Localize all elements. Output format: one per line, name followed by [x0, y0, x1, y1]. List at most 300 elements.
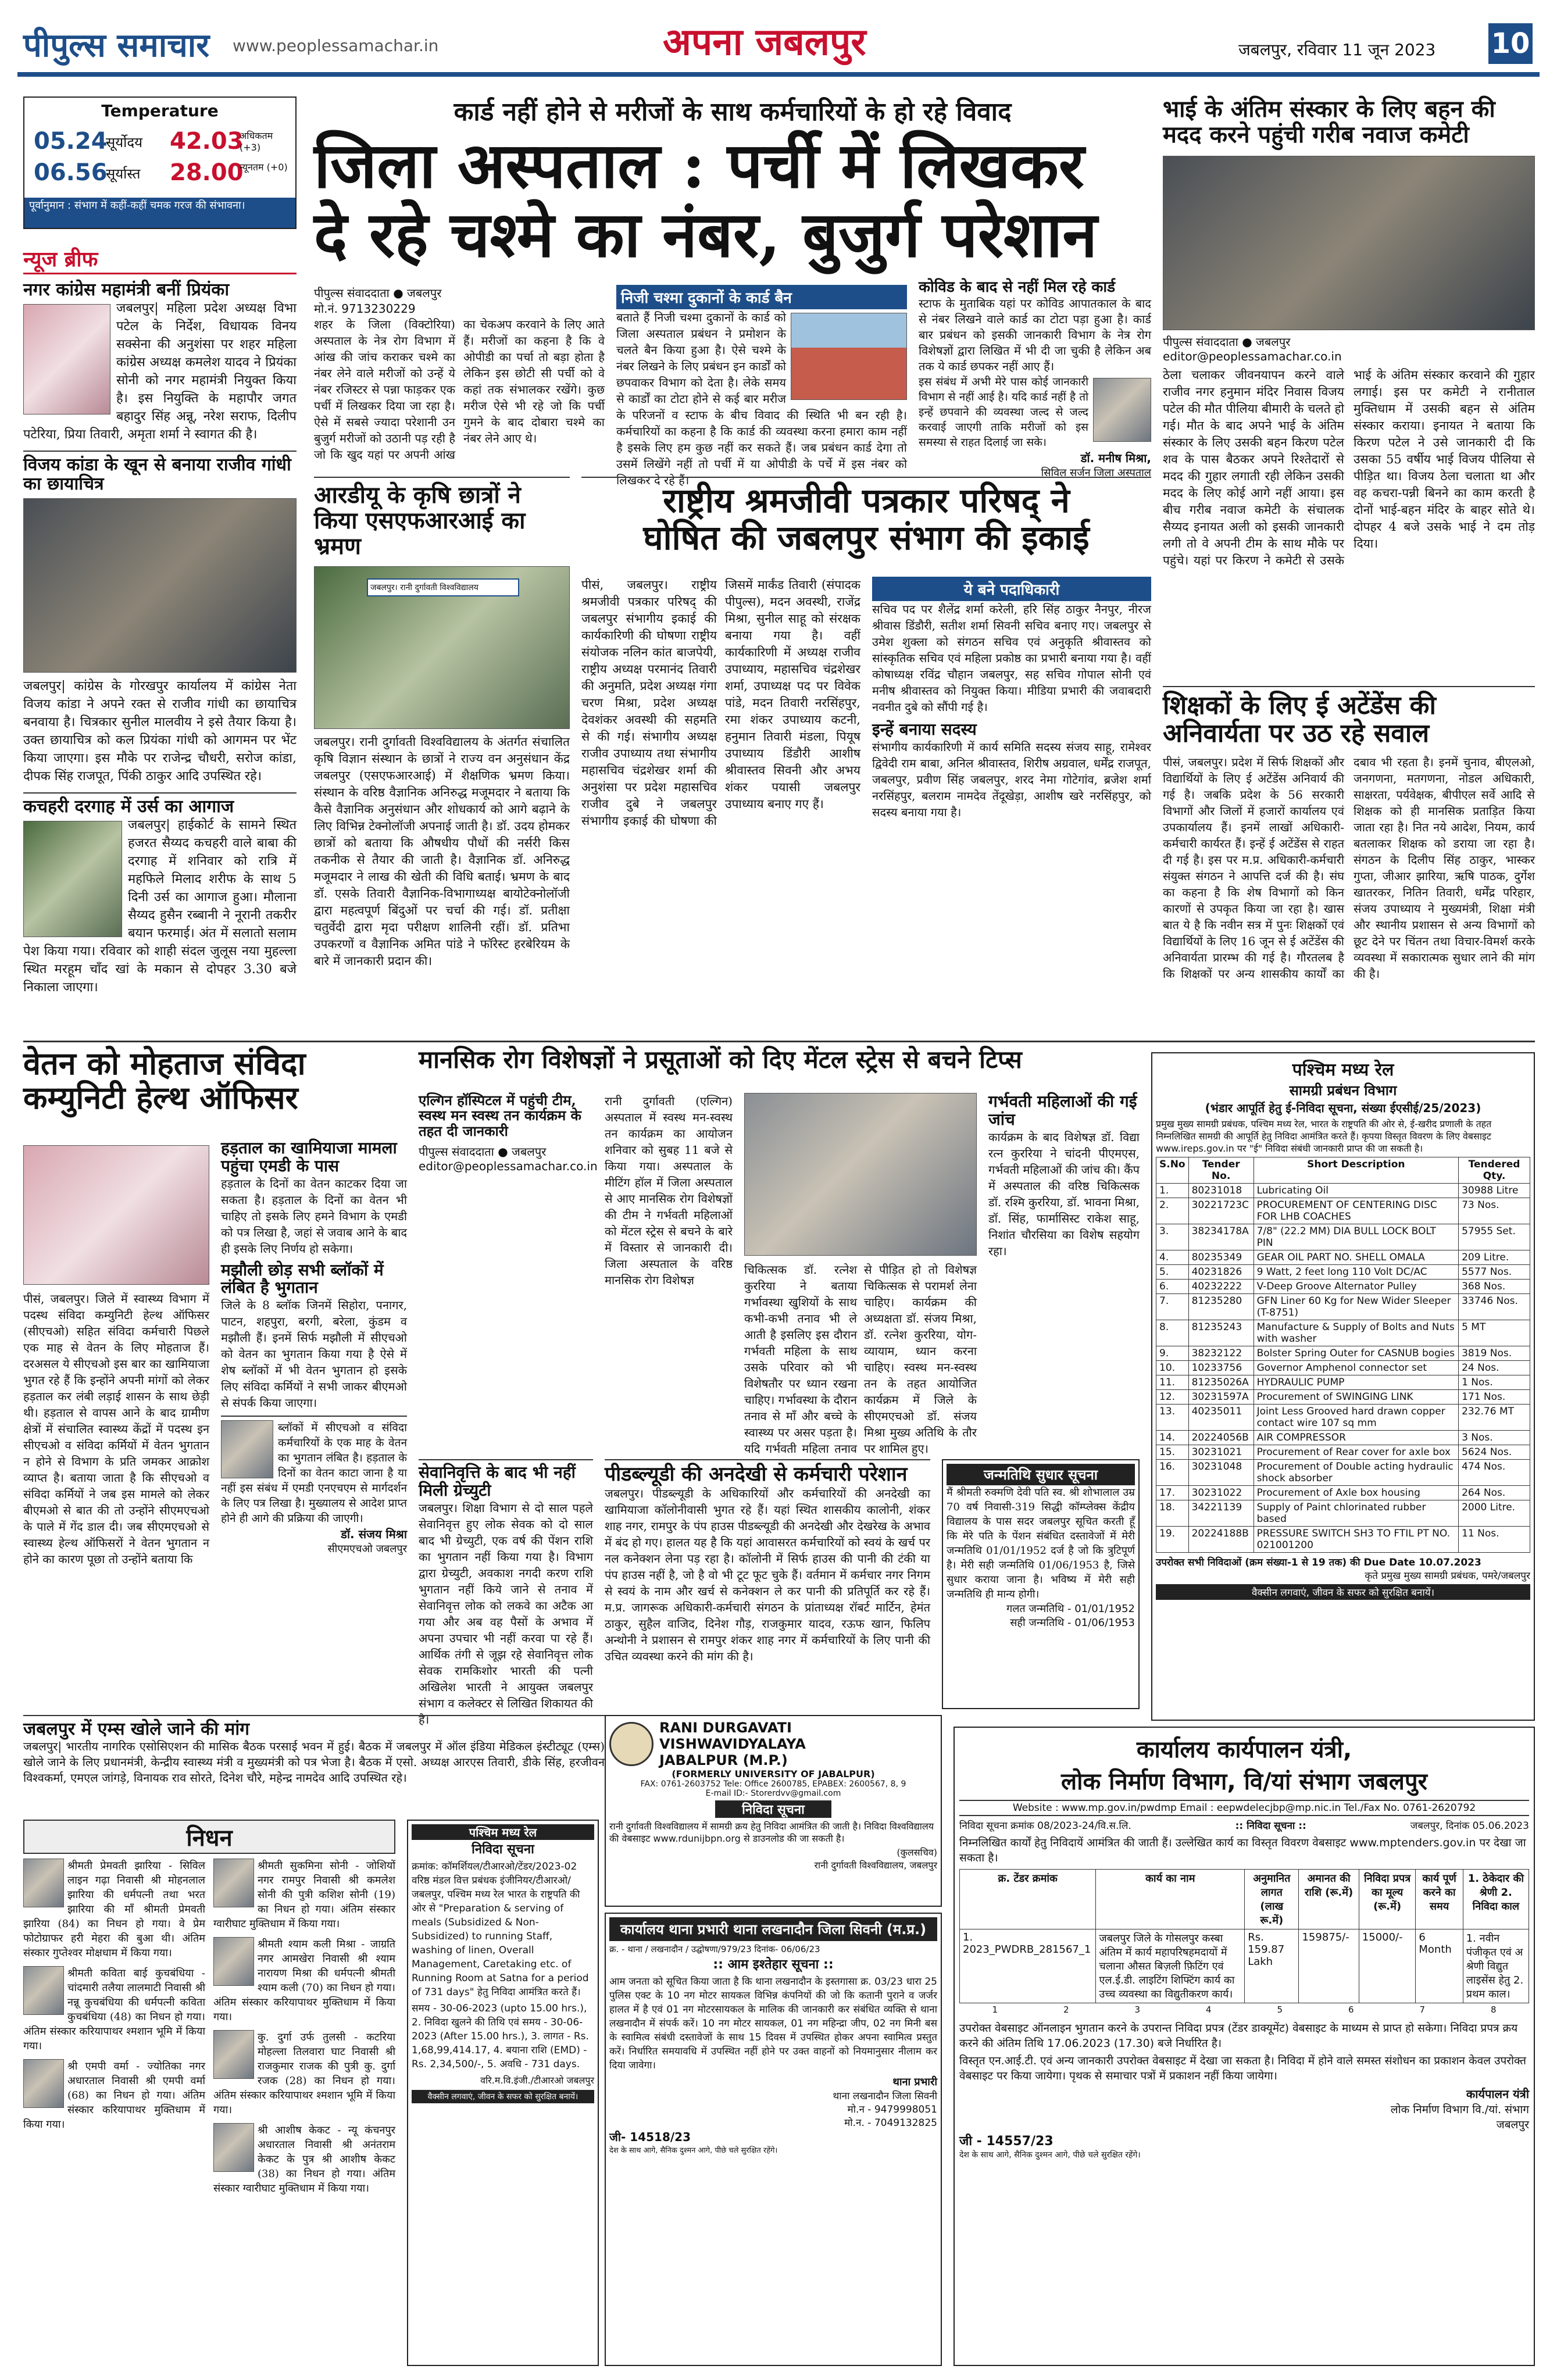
column-header: निविदा प्रपत्र का मूल्य (रू.में)	[1359, 1870, 1416, 1929]
table-cell: 6 Month	[1416, 1929, 1463, 2003]
lakhnadon-mobile-1: मो.न - 9479998051	[847, 2104, 937, 2115]
table-row	[1156, 1184, 1530, 1198]
table-header-row	[1156, 1157, 1530, 1184]
officers-head: ये बने पदाधिकारी	[872, 577, 1151, 601]
table-cell: Governor Amphenol connector set	[1254, 1361, 1459, 1375]
lead-headline-2: दे रहे चश्मे का नंबर, बुजुर्ग परेशान	[314, 198, 1098, 271]
rdvv-name-1: RANI DURGAVATI VISHWAVIDYALAYA	[659, 1720, 806, 1752]
table-row	[1156, 1250, 1530, 1265]
sunrise-label: सूर्योदय	[106, 134, 143, 151]
obituary-photo	[213, 1937, 254, 1986]
health-quote-title: सीएमएचओ जबलपुर	[327, 1543, 407, 1556]
pregnant-head: गर्भवती महिलाओं की गई जांच	[988, 1092, 1137, 1129]
lead-byline: पीपुल्स संवाददाता ● जबलपुर	[314, 286, 442, 300]
journalist-text: पीसं, जबलपुर। राष्ट्रीय श्रमजीवी पत्रकार परिषद् की जबलपुर संभागीय इकाई की कार्यकारिणी की घोषणा राष्ट्रीय संयोजक नलिन कांत बाजपेयी, राष्ट्रीय अध्यक्ष परमानंद तिवारी की अनुमति, प्रदेश अध्यक्ष गंगा चरण मिश्रा, प्रदेश अध्यक्ष देवशंकर अवस्थी की सहमति से की गई। संभागीय अध्यक्ष राजीव उपाध्याय तथा संभागीय महासचिव चंद्रशेखर शर्मा की अनुशंसा पर प्रदेश महासचिव राजीव दुबे ने जबलपुर संभागीय इकाई की घोषणा की जिसमें मार्कंड तिवारी (संपादक पीपुल्स), मदन अवस्थी, राजेंद्र मिश्रा, सुनील साहू को संरक्षक बनाया गया है। वहीं कार्यकारिणी में अध्यक्ष राजीव उपाध्याय, महासचिव चंद्रशेखर शर्मा, उपाध्यक्ष पद पर विवेक पांडे, मदन तिवारी नरसिंहपुर, रमा शंकर उपाध्याय कटनी, हनुमान तिवारी मंडला, पियूष उपाध्याय डिंडौरी आशीष श्रीवास्तव सिवनी और अभय शंकर पयासी जबलपुर उपाध्याय बनाए गए हैं।	[581, 578, 860, 828]
page-number: 10	[1488, 23, 1533, 64]
table-row	[1156, 1198, 1530, 1224]
table-cell: Joint Less Grooved hard drawn copper contact wire 107 sq mm	[1254, 1405, 1459, 1431]
wcr-header: पश्चिम मध्य रेल	[1292, 1060, 1394, 1080]
table-row	[1156, 1320, 1530, 1346]
table-cell: 40231826	[1188, 1265, 1254, 1280]
correction-wrong: गलत जन्मतिथि - 01/01/1952	[1006, 1603, 1135, 1615]
rdvv-contact: FAX: 0761-2603752 Tele: Office 2600785, EPABEX: 2600567, 8, 9	[640, 1779, 906, 1789]
column-header: कार्य पूर्ण करने का समय	[1416, 1870, 1463, 1929]
obituary-photo	[23, 2059, 64, 2108]
lead-text: शहर के जिला (विक्टोरिया) अस्पताल के नेत्र रोग विभाग में आंख की जांच कराकर चश्मे का नंबर लेने वाले मरीजों को उन्हें ये नंबर रजिस्टर से पन्ना फाड़कर एक पर्ची में लिखकर दिया जा रहा है। ऐसे में सबसे ज्यादा परेशानी उन बुजुर्ग मरीजों को उठानी पड़ रही है जो कि खुद यहां पर अपनी आंख का चेकअप करवाने के लिए आते हैं। मरीजों का कहना है कि वे ओपीडी का पर्चा तो बड़ा होता है लेकिन इस छोटी सी पर्ची को वे कहां तक संभालकर रखेंगे। कुछ मरीज ऐसे भी रहे जो कि पर्ची गुमने के बाद दोबारा चश्मे का नंबर लेने आए थे।	[314, 317, 605, 462]
table-row	[1156, 1460, 1530, 1486]
table-cell: 9 Watt, 2 feet long 110 Volt DC/AC	[1254, 1265, 1459, 1280]
teachers-story	[1163, 686, 1535, 1046]
health-photo	[23, 1145, 209, 1285]
retirement-story	[419, 1459, 593, 1727]
table-cell: 17.	[1156, 1486, 1189, 1500]
table-cell: 30231048	[1188, 1460, 1254, 1486]
wcr-signature: कृते प्रमुख मुख्य सामग्री प्रबंधक, पमरे/जबलपुर	[1365, 1570, 1530, 1582]
wcr-due-date: उपरोक्त सभी निविदाओं (क्रम संख्या-1 से 19 तक) की Due Date 10.07.2023	[1156, 1557, 1481, 1568]
table-cell: 80231018	[1188, 1184, 1254, 1198]
members-text: संभागीय कार्यकारिणी में कार्य समिति सदस्य संजय साहू, रामेश्वर द्विवेदी राम बाबा, अनिल श्रीवास्तव, शिरीष अग्रवाल, धर्मेंद्र राजपूत, जबलपुर, प्रवीण सिंह जबलपुर, शरद नेमा गोटेगांव, ब्रजेश शर्मा नरसिंहपुर, बलराम नामदेव तेंदूखेड़ा, आशीष खरे नरसिंहपुर, को सदस्य बनाया गया है।	[872, 739, 1151, 819]
dob-correction	[942, 1459, 1140, 1709]
column-header: क्र. टेंडर क्रमांक	[960, 1870, 1096, 1929]
obituary-text: श्री आशीष केकट - न्यू कंचनपुर अधारताल निवासी श्री अनंतराम केकट के पुत्र श्री आशीष केकट (38) का निधन हो गया। अंतिम संस्कार ग्वारीघाट मुक्तिधाम में किया गया।	[213, 2124, 395, 2195]
health-main	[23, 1291, 209, 1709]
table-cell: PROCUREMENT OF CENTERING DISC FOR LHB COACHES	[1254, 1198, 1459, 1224]
obituary-photo	[213, 2030, 254, 2079]
mental-col-1	[419, 1092, 598, 1453]
brief-photo	[23, 498, 297, 673]
mental-story	[419, 1045, 1140, 1456]
table-cell: 20224188B	[1188, 1527, 1254, 1553]
quote-text: इस संबंध में अभी मेरे पास कोई जानकारी विभाग से नहीं आई है। यदि कार्ड नहीं है तो इन्हें छपवाने की व्यवस्था जल्द से जल्द करवाई जाएगी ताकि मरीजों को इस समस्या से राहत दिलाई जा सके।	[919, 375, 1088, 449]
obituary-photo	[23, 1966, 64, 2015]
pregnant-text: कार्यक्रम के बाद विशेषज्ञ डॉ. विद्या रत्न कुररिया ने चांदनी पीएमएस, गर्भवती महिलाओं की जांच की। कैंप में अस्पताल की वरिष्ठ चिकित्सक डॉ. रश्मि कुररिया, डॉ. भावना मिश्रा, डॉ. सिंह, फार्मासिस्ट राकेश साहू, निशांत चौरसिया का विशेष सहयोग रहा।	[988, 1130, 1140, 1258]
pwd-code: जी - 14557/23	[959, 2134, 1054, 2149]
table-row	[1156, 1375, 1530, 1390]
brief-title: विजय कांडा के खून से बनाया राजीव गांधी का छायाचित्र	[23, 455, 291, 494]
pwd-signature-2: लोक निर्माण विभाग वि./यां. संभाग	[1390, 2103, 1529, 2116]
journalist-headline-1: राष्ट्रीय श्रमजीवी पत्रकार परिषद् ने	[663, 481, 1070, 520]
table-cell: 7.	[1156, 1294, 1189, 1320]
table-cell: 80235349	[1188, 1250, 1254, 1265]
table-cell: 1. 2023_PWDRB_281567_1	[960, 1929, 1096, 2003]
max-temp: 42.03	[170, 128, 244, 155]
agri-headline: आरडीयू के कृषि छात्रों ने किया एसएफआरआई का भ्रमण	[314, 481, 526, 560]
agri-story	[314, 477, 570, 1046]
table-cell: 73 Nos.	[1459, 1198, 1530, 1224]
table-row	[1156, 1294, 1530, 1320]
table-header-row	[960, 1870, 1529, 1929]
table-cell: 30231022	[1188, 1486, 1254, 1500]
table-cell: 171 Nos.	[1459, 1390, 1530, 1405]
table-cell: 38234178A	[1188, 1224, 1254, 1250]
lakhnadon-mobile-2: मो.न. - 7049132825	[844, 2117, 937, 2129]
table-cell: GFN Liner 60 Kg for New Wider Sleeper (T-8751)	[1254, 1294, 1459, 1320]
table-cell: 14.	[1156, 1431, 1189, 1445]
obituary-text: श्रीमती कविता बाई कुचबंधिया - चांदमारी तलैया लालमाटी निवासी श्री नन्नू कुचबंधिया की धर्मपत्नी कविता कुचबंधिया (48) का निधन हो गया। अंतिम संस्कार करियापाथर श्मशान भूमि में किया गया।	[23, 1967, 205, 2052]
table-cell: 81235280	[1188, 1294, 1254, 1320]
cremation-story	[1163, 97, 1535, 678]
table-cell: 209 Litre.	[1459, 1250, 1530, 1265]
table-cell: 15.	[1156, 1445, 1189, 1460]
col-number: 6	[1348, 2004, 1354, 2015]
wcr-tender-table	[1156, 1157, 1530, 1553]
rdvv-signature: (कुलसचिव)	[897, 1847, 937, 1858]
masthead	[0, 0, 1557, 81]
min-temp: 28.00	[170, 159, 244, 186]
sunset-time: 06.56	[34, 159, 108, 186]
pwd-contact: Website : www.mp.gov.in/pwdmp Email : eepwdelecjbp@mp.nic.in Tel./Fax No. 0761-2620792	[959, 1800, 1529, 1816]
lead-col-3	[919, 278, 1151, 479]
news-brief	[23, 244, 297, 1023]
obituary-heading: निधन	[23, 1820, 395, 1854]
lead-kicker: कार्ड नहीं होने से मरीजों के साथ कर्मचारियों के हो रहे विवाद	[453, 97, 1012, 127]
wcr-title: (भंडार आपूर्ति हेतु ई-निविदा सूचना, संख्या ईएसीई/25/2023)	[1205, 1101, 1481, 1115]
teachers-text: पीसं, जबलपुर। प्रदेश में सिर्फ शिक्षकों और विद्यार्थियों के लिए ई अटेंडेंस अनिवार्य की गई है। जबकि प्रदेश के 56 सरकारी विभागों और जिलों में हजारों कार्यालय एवं उपकार्यालय हैं। इनमें लाखों अधिकारी-कर्मचारी कार्यरत हैं। इन्हें ई अटेंडेंस से राहत दी गई है। इस पर म.प्र. अधिकारी-कर्मचारी संयुक्त संगठन ने आपत्ति दर्ज की है। संघ का कहना है कि शेष विभागों को किन कारणों से उपकृत किया जा रहा है। खास बात ये है कि नवीन सत्र में पुनः शिक्षकों एवं विद्यार्थियों के लिए 16 जून से ई अटेंडेंस की अनिवार्यता प्रारम्भ की गई है। गौरतलब है कि शिक्षकों पर अन्य शासकीय कार्यों का दबाव भी रहता है। इनमें चुनाव, बीएलओ, जनगणना, मतगणना, नोडल अधिकारी, साक्षरता, पर्यवेक्षक, बीपीएल सर्वे आदि से शिक्षक को ही मानसिक प्रताड़ित किया जाता रहा है। नित नये आदेश, नियम, कार्य बतलाकर शिक्षक को डराया जा रहा है। संगठन के दिलीप सिंह ठाकुर, भास्कर गुप्ता, जीआर झारिया, ऋषि पाठक, दुर्गेश खातरकर, नितिन तिवारी, धर्मेंद्र परिहार, संजय उपाध्याय ने मुख्यमंत्री, शिक्षा मंत्री और स्थानीय प्रशासन से अन्य विभागों को छूट देने पर चिंतन तथा विचार-विमर्श करके व्यवस्था में सकारात्मक सुधार लाने की मांग की है।	[1163, 755, 1535, 981]
issue-date: जबलपुर, रविवार 11 जून 2023	[1238, 40, 1436, 59]
officers-text: सचिव पद पर शैलेंद्र शर्मा करेली, हरि सिंह ठाकुर नैनपुर, नीरज श्रीवास डिंडौरी, सतीश शर्मा सिवनी सचिव बनाए गए। जबलपुर से उमेश शुक्ला को संगठन सचिव एवं अनुकृति श्रीवास्तव को सांस्कृतिक सचिव एवं महिला प्रकोष्ठ का प्रभारी बनाया गया है। वहीं कोषाध्यक्ष रविंद्र चौहान जबलपुर, सह सचिव गोपाल सोनी एवं मनीष श्रीवास्तव को नियुक्त किया। मीडिया प्रभारी की जवाबदारी नवनीत दुबे को सौंपी गई है।	[872, 602, 1151, 714]
wcr-small-footer: वैक्सीन लगवाएं, जीवन के सफर को सुरक्षित बनायें।	[412, 2090, 594, 2103]
brief-text: जबलपुर| कांग्रेस के गोरखपुर कार्यालय में कांग्रेस नेता विजय कांडा ने अपने रक्त से राजीव गांधी का छायाचित्र बनवाया है। चित्रकार सुनील मालवीय ने इसे तैयार किया है। उक्त छायाचित्र को कल प्रियंका गांधी को आगमन पर भेंट किया जाएगा। इस मौके पर राजेन्द्र चौधरी, सरोज कांडा, दीपक सिंह राजपूत, पिंकी ठाकुर आदि उपस्थित रहे।	[23, 679, 297, 784]
table-cell: 264 Nos.	[1459, 1486, 1530, 1500]
table-cell: 10.	[1156, 1361, 1189, 1375]
rdvv-formerly: (FORMERLY UNIVERSITY OF JABALPUR)	[672, 1768, 875, 1779]
pwd-signature-3: जबलपुर	[1496, 2118, 1529, 2131]
col-number: 3	[1134, 2004, 1141, 2015]
covid-text: स्टाफ के मुताबिक यहां पर कोविड आपातकाल के बाद से नंबर लिखने वाले कार्ड का टोटा पड़ा हुआ है। कार्ड बार प्रबंधन को इसकी जानकारी विभाग के नेत्र रोग विशेषज्ञों द्वारा लिखित में भी दी जा चुकी है लेकिन अब तक ये कार्ड छपकर नहीं आए हैं।	[919, 296, 1151, 373]
aiims-text: जबलपुर| भारतीय नागरिक एसोसिएशन की मासिक बैठक परसाई भवन में हुई। बैठक में जबलपुर में ऑल इंडिया मेडिकल इंस्टीट्यूट (एम्स) खोले जाने के लिए प्रधानमंत्री, केन्द्रीय स्वास्थ्य मंत्री व मुख्यमंत्री को पत्र भेजा है। बैठक में एसो. अध्यक्ष आरएस तिवारी, डीके सिंह, हरजीवन विश्वकर्मा, एमएल जांगड़े, विनायक राव सोरते, दिनेश चौरे, महेन्द्र नामदेव आदि उपस्थित रहे।	[23, 1739, 605, 1785]
sunset-label: सूर्यास्त	[106, 166, 141, 182]
table-row	[1156, 1390, 1530, 1405]
column-header: 1. ठेकेदार की श्रेणी 2. निविदा काल	[1463, 1870, 1529, 1929]
cremation-email: editor@peoplessamachar.co.in	[1163, 349, 1342, 363]
table-cell: Procurement of Axle box housing	[1254, 1486, 1459, 1500]
pwd-tender-table	[959, 1869, 1529, 2003]
table-row	[1156, 1265, 1530, 1280]
aiims-story	[23, 1715, 605, 1814]
lead-story	[314, 93, 1151, 487]
table-cell: 9.	[1156, 1346, 1189, 1361]
brief-photo	[23, 821, 122, 937]
list-item	[23, 1859, 205, 1960]
cremation-headline: भाई के अंतिम संस्कार के लिए बहन की मदद करने पहुंची गरीब नवाज कमेटी	[1163, 95, 1495, 148]
obituary	[23, 1820, 395, 2366]
list-item	[213, 1937, 395, 2024]
table-cell: 38232122	[1188, 1346, 1254, 1361]
col-number: 7	[1419, 2004, 1426, 2015]
col-number: 8	[1490, 2004, 1497, 2015]
table-cell: 20224056B	[1188, 1431, 1254, 1445]
table-cell: 5.	[1156, 1265, 1189, 1280]
rdvv-email: E-mail ID:- Storerdvv@gmail.com	[705, 1789, 841, 1798]
health-side-head: हड़ताल का खामियाजा मामला पहुंचा एमडी के पास	[221, 1138, 397, 1175]
table-cell: 33746 Nos.	[1459, 1294, 1530, 1320]
health-mid-head: मझौली छोड़ सभी ब्लॉकों में लंबित है भुगतान	[221, 1260, 384, 1298]
pwd-staff-text: जबलपुर। पीडब्ल्यूडी के अधिकारियों और कर्मचारियों की अनदेखी का खामियाजा कॉलोनीवासी भुगत रहे हैं। यहां स्थित शासकीय कालोनी, शंकर शाह नगर, रामपुर के पंप हाउस पीडब्ल्यूडी की अनदेखी और देखरेख के अभाव में बंद हो गए। हालत यह है कि यहां आवासरत कर्मचारियों को स्वयं के खर्च पर नल कनेक्शन लेना पड़ रहा है। कॉलोनी में सिर्फ हाउस की पानी की टंकी या पंप हाउस नहीं है, जो है वो भी टूट फूट चुके हैं। वर्तमान में कर्मचार नगर निगम से स्वयं के नाम और खर्च से कनेक्शन ले कर पानी की प्रतिपूर्ति कर रहे हैं। म.प्र. जागरूक अधिकारी-कर्मचारी संगठन के प्रांताध्यक्ष रॉबर्ट मार्टिन, हेमंत ठाकुर, सुहैल वाजिद, दिनेश गौड़, राजकुमार यादव, रऊफ खान, फिलिप अन्थोनी ने प्रशासन से रामपुर शंकर शाह नगर में कर्मचारियों के लिए पानी की उचित व्यवस्था करने की मांग की है।	[605, 1486, 930, 1664]
lead-col-2	[616, 285, 907, 487]
table-cell: V-Deep Groove Alternator Pulley	[1254, 1280, 1459, 1294]
correction-text: मैं श्रीमती रुक्मणि देवी पति स्व. श्री शोभालाल उम्र 70 वर्ष निवासी-319 सिद्धी कॉम्प्लेक्स केंद्रीय विद्यालय के पास सदर जबलपुर सूचित करती हूँ कि मेरे पति के पेंशन संबंधित दस्तावेजों में मेरी जन्मतिथि 01/01/1952 दर्ज है जो कि त्रुटिपूर्ण है। मेरी सही जन्मतिथि 01/06/1953 है, जिसे सुधार कराया जाना है। भविष्य में मेरी सही जन्मतिथि ही मान्य होगी।	[947, 1486, 1135, 1600]
min-label: न्यूनतम (+0)	[240, 162, 288, 173]
table-cell: 30221723C	[1188, 1198, 1254, 1224]
list-item	[23, 2059, 205, 2132]
table-cell: Bolster Spring Outer for CASNUB bogies	[1254, 1346, 1459, 1361]
wcr-intro: प्रमुख मुख्य सामग्री प्रबंधक, पश्चिम मध्य रेल, भारत के राष्ट्रपति की ओर से, ई-खरीद प्रणाली के तहत निम्नलिखित सामग्री की आपूर्ति हेतु निविदा आमंत्रित करते हैं। कृपया विस्तृत विवरण के लिए वेबसाइट www.ireps.gov.in पर "ई" निविदा संबंधी जानकारी प्राप्त की जा सकती है।	[1156, 1118, 1492, 1154]
surgeon-photo	[1093, 378, 1151, 442]
mental-col-2	[605, 1093, 733, 1453]
pwd-title-1: कार्यालय कार्यपालन यंत्री,	[1136, 1736, 1352, 1763]
table-cell: 24 Nos.	[1459, 1361, 1530, 1375]
brief-title: नगर कांग्रेस महामंत्री बनीं प्रियंका	[23, 280, 230, 300]
column-header: अनुमानित लागत (लाख रू.में)	[1245, 1870, 1299, 1929]
table-cell: 368 Nos.	[1459, 1280, 1530, 1294]
rdvv-notice	[605, 1715, 942, 1907]
obituary-list	[23, 1859, 395, 2196]
wcr-small-signature: वरि.म.वि.इंजी./टीआरओ जबलपुर	[480, 2075, 594, 2086]
health-quote	[221, 1416, 407, 1556]
pwd-text-1: उपरोक्त वेबसाइट ऑनलाइन भुगतान करने के उपरान्त निविदा प्रपत्र (टेंडर डाक्यूमेंट) वेबसाइट के माध्यम से प्राप्त हो सकेगा। निविदा प्रपत्र क्रय करने की अंतिम तिथि 17.06.2023 (17.30) बजे निर्धारित है।	[959, 2022, 1518, 2050]
weather-box	[23, 97, 297, 229]
pwd-intro: निम्नलिखित कार्यों हेतु निविदायें आमंत्रित की जाती हैं। उल्लेखित कार्य का विस्तृत विवरण वेबसाइट www.mptenders.gov.in पर देखा जा सकता है।	[959, 1836, 1526, 1864]
lakhnadon-text: आम जनता को सूचित किया जाता है कि थाना लखनादौन के इस्तगासा क्र. 03/23 धारा 25 पुलिस एक्ट के 10 नग मोटर सायकल विभिन्न कंपनियों की जो कि कतानी पुराने व जर्जर हालत में है एवं 01 नग मोटरसायकल के मालिक की जानकारी कर संबंधित व्यक्ति से थाना लखनादौन में संपर्क करें। 10 नग मोटर सायकल, 01 नग महिन्द्रा जीप, 02 नग मिनी बस के स्वामित्व संबंधी दस्तावेजों के साथ 15 दिवस में उपस्थित होकर अपना स्वामित्व प्रस्तुत करें। निर्धारित समयावधि में उपस्थित नहीं होने पर उक्त वाहनों को नियमानुसार नीलाम कर दिया जावेगा।	[609, 1976, 937, 2071]
teachers-headline: शिक्षकों के लिए ई अटेंडेंस की अनिवार्यता पर उठ रहे सवाल	[1163, 691, 1436, 749]
table-cell: 18.	[1156, 1500, 1189, 1527]
lakhnadon-code: जी- 14518/23	[609, 2130, 691, 2144]
rdvv-notice-title: निविदा सूचना	[715, 1800, 831, 1818]
table-cell: Manufacture & Supply of Bolts and Nuts with washer	[1254, 1320, 1459, 1346]
forecast: पूर्वानुमान : संभाग में कहीं-कहीं चमक गरज की संभावना।	[24, 198, 295, 228]
table-cell: Lubricating Oil	[1254, 1184, 1459, 1198]
table-cell: जबलपुर जिले के गोसलपुर कस्बा अंतिम में कार्य महापरिषहमदायों में चलाना औसत बिज़ली फ़िटिंग एवं एल.ई.डी. लाइटिंग शिफ्टिंग कार्य का उच्च व्यवस्था का विद्युतीकरण कार्य।	[1096, 1929, 1245, 2003]
table-cell: 81235026A	[1188, 1375, 1254, 1390]
table-cell: 2000 Litre.	[1459, 1500, 1530, 1527]
table-cell: 12.	[1156, 1390, 1189, 1405]
table-cell: 5577 Nos.	[1459, 1265, 1530, 1280]
mental-photo	[744, 1093, 977, 1256]
mental-email: editor@peoplessamachar.co.in	[419, 1159, 598, 1174]
mental-headline: मानसिक रोग विशेषज्ञों ने प्रसूताओं को दिए मेंटल स्ट्रेस से बचने टिप्स	[419, 1045, 1022, 1074]
brief-text: जबलपुर| हाईकोर्ट के सामने स्थित हजरत सैय्यद कचहरी वाले बाबा की दरगाह में शनिवार को रात्रि में महफिले मिलाद शरीफ के साथ 5 दिनी उर्स का आगाज हुआ। मौलाना सैय्यद हुसैन रब्बानी ने नूरानी तकरीर बयान फरमाई। अंत में सलातो सलाम पेश किया गया। रविवार को शाही संदल जुलूस नया मुहल्ला स्थित मरहूम चाँद खां के मकान से दोपहर 3.30 बजे निकाला जाएगा।	[23, 818, 297, 995]
cremation-text: ठेला चलाकर जीवनयापन करने वाले राजीव नगर हनुमान मंदिर निवास विजय पटेल की मौत पीलिया बीमारी के चलते हो गई। मौत के बाद अपने भाई के अंतिम संस्कार के लिए उसकी बहन किरण पटेल शव के पास बैठकर अपने रिश्तेदारों से मदद की गुहार लगाती रही लेकिन उसकी मदद के लिए कोई आगे नहीं आया। इस बीच गरीब नवाज कमेटी के संचालक सैय्यद इनायत अली को इसकी जानकारी लगी तो वे अपनी टीम के साथ मौके पर पहुंचे। यहां पर किरण ने कमेटी से उसके भाई के अंतिम संस्कार करवाने की गुहार लगाई। इस पर कमेटी ने रानीताल मुक्तिधाम में उसकी बहन से अंतिम संस्कार कराया। इनायत ने बताया कि किरण पटेल ने उसे जानकारी दी कि उसका 55 वर्षीय भाई विजय पीलिया से पीड़ित था। विजय ठेला चलाता था और वह कचरा-पन्नी बिनने का काम करती है दोनों भाई-बहन मंदिर के बाहर सोते थे। दोपहर 4 बजे उसके भाई ने दम तोड़ दिया।	[1163, 368, 1535, 567]
lead-subtext: बताते हैं निजी चश्मा दुकानों के कार्ड को जिला अस्पताल प्रबंधन ने प्रमोशन के चलते बैन किया हुआ है। ऐसे चश्मे के नंबर लिखने के लिए प्रबंधन इन कार्डों को छपवाकर विभाग को देता है। लेके समय से कार्डों का टोटा होने से कई बार मरीज के परिजनों व स्टाफ के बीच विवाद की स्थिति भी बन रही है। कर्मचारियों का कहना है कि कार्ड की व्यवस्था करना हमारा काम नहीं है इसके लिए हम कुछ नहीं कर सकते हैं। जब प्रबंधन कार्ड देगा तो उसमें लिखेंगे नहीं तो पर्ची में या ओपीडी के पर्चे में इस नंबर को लिखकर दे रहे हैं।	[616, 310, 907, 487]
table-cell: 1.	[1156, 1184, 1189, 1198]
pwd-footer: देश के साथ आगे, सैनिक दुश्मन आगे, पीछे चले सुरक्षित रहेंगे।	[959, 2150, 1141, 2160]
obituary-text: श्रीमती सुकमिना सोनी - जोशियों नगर रामपुर निवासी श्री कमलेश सोनी की पुत्री कशिश सोनी (19) का निधन हो गया। अंतिम संस्कार ग्वारीघाट मुक्तिधाम में किया गया।	[213, 1860, 395, 1930]
max-label: अधिकतम (+3)	[240, 130, 273, 153]
lead-mobile: मो.नं. 9713230229	[314, 302, 416, 316]
col-number: 2	[1063, 2004, 1069, 2015]
obituary-text: श्रीमती प्रेमवती झारिया - सिविल लाइन गढ़ा निवासी श्री मोहनलाल झारिया की धर्मपत्नी तथा भरत झारिया की माँ श्रीमती प्रेमवती झारिया (84) का निधन हो गया। वे प्रेम फोटोग्राफर हरी मेहरा की बुआ थी। अंतिम संस्कार गुप्तेश्वर मोक्षधाम में किया गया।	[23, 1860, 205, 1959]
agri-photo-banner: जबलपुर। रानी दुर्गावती विश्वविद्यालय	[367, 578, 519, 596]
table-cell: 2.	[1156, 1198, 1189, 1224]
pwd-tender	[954, 1727, 1535, 2366]
correction-heading: जन्मतिथि सुधार सूचना	[947, 1464, 1135, 1485]
table-cell: HYDRAULIC PUMP	[1254, 1375, 1459, 1390]
rdvv-header	[609, 1720, 937, 1768]
pwd-title-2: लोक निर्माण विभाग, वि/यां संभाग जबलपुर	[1061, 1768, 1427, 1795]
obituary-photo	[23, 1859, 64, 1907]
journalist-col-2	[872, 577, 1151, 1042]
table-cell: 1 Nos.	[1459, 1375, 1530, 1390]
list-item	[213, 2123, 395, 2196]
table-cell: 7/8" (22.2 MM) DIA BULL LOCK BOLT PIN	[1254, 1224, 1459, 1250]
obituary-text: कु. दुर्गा उर्फ तुलसी - कटरिया मोहल्ला तिलवारा घाट निवासी श्री राजकुमार राजक की पुत्री कु. दुर्गा रजक (28) का निधन हो गया। अंतिम संस्कार करियापाथर श्मशान भूमि में किया गया।	[213, 2031, 395, 2116]
table-row	[1156, 1224, 1530, 1250]
mental-text-2: चिकित्सक डॉ. रत्नेश कुररिया ने बताया गर्भावस्था खुशियों के साथ कभी-कभी तनाव भी ले आती है इसलिए इस दौरान गर्भवती महिला के साथ उसके परिवार को भी विशेषतौर पर ध्यान रखना चाहिए। गर्भावस्था के दौरान तनाव से माँ और बच्चे के स्वास्थ्य पर असर पड़ता है। यदि गर्भवती महिला तनाव से पीड़ित हो तो विशेषज्ञ चिकित्सक से परामर्श लेना चाहिए। कार्यक्रम की अध्यक्षता डॉ. संजय मिश्रा, डॉ. रत्नेश कुररिया, योग-व्यायाम, ध्यान करना चाहिए। स्वस्थ मन-स्वस्थ तन के तहत आयोजित कार्यक्रम में जिले के सीएमएचओ डॉ. संजय मिश्रा मुख्य अतिथि के तौर पर शामिल हुए।	[744, 1263, 977, 1456]
wcr-small-header: पश्चिम मध्य रेल	[412, 1824, 594, 1840]
table-cell: 30231021	[1188, 1445, 1254, 1460]
members-head: इन्हें बनाया सदस्य	[872, 720, 977, 739]
lead-subhead: निजी चश्मा दुकानों के कार्ड बैन	[616, 285, 907, 309]
table-cell: 5624 Nos.	[1459, 1445, 1530, 1460]
table-row	[1156, 1445, 1530, 1460]
column-header: Tendered Qty.	[1459, 1157, 1530, 1184]
lakhnadon-notice	[605, 1913, 942, 2366]
table-cell: Supply of Paint chlorinated rubber based	[1254, 1500, 1459, 1527]
table-cell: 159875/-	[1299, 1929, 1359, 2003]
table-cell: 81235243	[1188, 1320, 1254, 1346]
rdvv-notice-text: रानी दुर्गावती विश्वविद्यालय में सामग्री क्रय हेतु निविदा आमंत्रित की जाती है। निविदा विश्वविद्यालय की वेबसाइट www.rdunijbpn.org से डाउनलोड की जा सकती है।	[609, 1821, 934, 1844]
mental-col-4	[988, 1093, 1140, 1453]
sunrise-time: 05.24	[34, 128, 108, 155]
lead-col-1	[314, 285, 605, 462]
site-url[interactable]: www.peoplessamachar.in	[233, 36, 439, 55]
column-header: अमानत की राशि (रू.में)	[1299, 1870, 1359, 1929]
table-cell: PRESSURE SWITCH SH3 TO FTIL PT NO. 021001200	[1254, 1527, 1459, 1553]
health-quote-name: डॉ. संजय मिश्रा	[341, 1527, 407, 1542]
table-row	[1156, 1280, 1530, 1294]
table-cell: 13.	[1156, 1405, 1189, 1431]
covid-head: कोविड के बाद से नहीं मिल रहे कार्ड	[919, 278, 1116, 296]
pwd-signature: कार्यपालन यंत्री	[1466, 2087, 1529, 2101]
brief-item	[23, 451, 297, 785]
section-title: अपना जबलपुर	[663, 21, 866, 64]
table-cell: 15000/-	[1359, 1929, 1416, 2003]
obituary-photo	[213, 1859, 254, 1907]
health-headline: वेतन को मोहताज संविदा कम्युनिटी हेल्थ ऑफिसर	[23, 1045, 306, 1117]
retirement-headline: सेवानिवृत्ति के बाद भी नहीं मिली ग्रेच्युटी	[419, 1463, 576, 1500]
news-brief-heading: न्यूज ब्रीफ	[23, 244, 297, 274]
cremation-byline: पीपुल्स संवाददाता ● जबलपुर	[1163, 335, 1291, 349]
table-cell: 57955 Set.	[1459, 1224, 1530, 1250]
table-row	[1156, 1500, 1530, 1527]
table-row	[960, 1929, 1529, 2003]
obituary-photo	[213, 2123, 254, 2172]
table-cell: 8.	[1156, 1320, 1189, 1346]
wcr-small-notice	[407, 1820, 599, 2366]
table-cell: 19.	[1156, 1527, 1189, 1553]
rdvv-signature-2: रानी दुर्गावती विश्वविद्यालय, जबलपुर	[814, 1860, 937, 1871]
pwd-ref-row	[959, 1818, 1529, 1832]
table-cell: 3 Nos.	[1459, 1431, 1530, 1445]
pwd-date: जबलपुर, दिनांक 05.06.2023	[1410, 1820, 1529, 1832]
table-cell: Procurement of Double acting hydraulic shock absorber	[1254, 1460, 1459, 1486]
table-cell: 3.	[1156, 1224, 1189, 1250]
pwd-ref: निविदा सूचना क्रमांक 08/2023-24/वि.स.लि.	[959, 1820, 1131, 1832]
health-mid-text: जिले के 8 ब्लॉक जिनमें सिहोरा, पनागर, पाटन, शहपुरा, बरगी, बरेला, कुंडम व मझौली हैं। इनमें सिर्फ मझौली में सीएचओ को वेतन का भुगतान किया गया है ऐसे में शेष ब्लॉकों में भी वेतन भुगतान हो इसके लिए संविदा कर्मियों ने सभी जाकर बीएमओ से संपर्क किया जाएगा।	[221, 1298, 407, 1410]
brief-text: जबलपुर| महिला प्रदेश अध्यक्ष विभा पटेल के निर्देश, विधायक विनय सक्सेना की अनुशंसा पर शहर महिला कांग्रेस अध्यक्ष कमलेश यादव ने प्रियंका सोनी को नगर महामंत्री नियुक्त किया है। इस नियुक्ति के महापौर जगत बहादुर सिंह अन्नू, नरेश सराफ, दिलीप पटेरिया, प्रिया तिवारी, अमृता शर्मा ने स्वागत की है।	[23, 301, 297, 442]
pwd-notice: :: निविदा सूचना ::	[1235, 1820, 1306, 1832]
brief-photo	[23, 304, 110, 414]
table-row	[1156, 1361, 1530, 1375]
wcr-dept: सामग्री प्रबंधन विभाग	[1289, 1082, 1397, 1099]
table-cell: 1. नवीन पंजीकृत एवं अ श्रेणी विद्युत लाइसेंस हेतु 2. प्रथम काल।	[1463, 1929, 1529, 2003]
table-cell: 16.	[1156, 1460, 1189, 1486]
table-cell: 40235011	[1188, 1405, 1254, 1431]
pwd-staff-story	[605, 1459, 930, 1709]
lakhnadon-subtitle: :: आम इश्तेहार सूचना ::	[713, 1957, 834, 1972]
list-item	[213, 1859, 395, 1931]
rdvv-name-2: JABALPUR (M.P.)	[659, 1752, 788, 1768]
health-officers-story	[23, 1046, 407, 1709]
lakhnadon-footer: देश के साथ आगे, सैनिक दुश्मन आगे, पीछे चले सुरक्षित रहेंगे।	[609, 2146, 778, 2155]
health-quote-text: ब्लॉकों में सीएचओ व संविदा कर्मचारियों के एक माह के वेतन का भुगतान लंबित है। हड़ताल के दिनों का वेतन काटा जाना है या नहीं इस संबंध में एमडी एनएचएम से मार्गदर्शन के लिए पत्र लिखा है। मुख्यालय से आदेश प्राप्त होने ही आगे की प्रक्रिया की जाएगी।	[221, 1421, 407, 1525]
table-cell: Procurement of SWINGING LINK	[1254, 1390, 1459, 1405]
table-row	[1156, 1486, 1530, 1500]
wcr-small-text: क्रमांक: कॉमर्शियल/टीआरओ/टेंडर/2023-02 वरिष्ठ मंडल वित्त प्रबंधक इंजीनियर/टीआरओ/जबलपुर, पश्चिम मध्य रेल भारत के राष्ट्रपति की ओर से "Preparation & serving of meals (Subsidized & Non-Subsidized) to running Staff, washing of linen, Overall Management, Caretaking etc. of Running Room at Satna for a period of 731 days" हेतु निविदा आमंत्रित करते हैं।	[412, 1861, 589, 1998]
table-row	[1156, 1346, 1530, 1361]
obituary-text: श्रीमती श्याम कली मिश्रा - जाग्रति नगर आमखेरा निवासी श्री श्याम नारायण मिश्रा की धर्मपत्नी श्रीमती श्याम कली (70) का निधन हो गया। अंतिम संस्कार करियापाथर मुक्तिधाम में किया गया।	[213, 1938, 395, 2023]
agri-text: जबलपुर। रानी दुर्गावती विश्वविद्यालय के अंतर्गत संचालित कृषि विज्ञान संस्थान के छात्रों ने राज्य वन अनुसंधान केंद्र जबलपुर (एसएफआरआई) में शैक्षणिक भ्रमण किया। संस्थान के वरिष्ठ वैज्ञानिक अनिरुद्ध मजूमदार ने बताया कि कैसे वैज्ञानिक अनुसंधान और शोधकार्य को आगे बढ़ाने के लिए विभिन्न टेक्नोलॉजी अपनाई जाती है। डॉ. उदय होमकर छात्रों को बताया कि औषधीय पौधों की नर्सरी किस तकनीक से तैयार की जाती है। वैज्ञानिक डॉ. अनिरुद्ध मजूमदार ने लाख की खेती की विधि बताई। भ्रमण के बाद डॉ. एसके तिवारी वैज्ञानिक-विभागाध्यक्ष बायोटेक्नोलॉजी द्वारा महत्वपूर्ण बिंदुओं पर चर्चा की गई। डॉ. प्रतीक्षा चतुर्वेदी द्वारा मृदा परीक्षण शालिनी रहीं। डॉ. प्रतिभा उपकरणों व वैज्ञानिक अमित पांडे ने फॉरेस्ट हरबेरियम के बारे में जानकारी प्रदान की।	[314, 735, 570, 968]
quote-name: डॉ. मनीष मिश्रा,	[1080, 451, 1151, 465]
mental-text: रानी दुर्गावती (एल्गिन) अस्पताल में स्वस्थ मन-स्वस्थ तन कार्यक्रम का आयोजन शनिवार को सुबह 11 बजे से किया गया। अस्पताल के मीटिंग हॉल में जिला अस्पताल से आए मानसिक रोग विशेषज्ञों की टीम ने गर्भवती महिलाओं को मेंटल स्ट्रेस से बचने के बारे में विस्तार से जानकारी दी। जिला अस्पताल के वरिष्ठ मानसिक रोग विशेषज्ञ	[605, 1094, 733, 1287]
lead-headline-1: जिला अस्पताल : पर्ची में लिखकर	[314, 129, 1084, 202]
wcr-small-detail: समय - 30-06-2023 (upto 15.00 hrs.), 2. निविदा खुलने की तिथि एवं समय - 30-06-2023 (After 15.00 hrs.), 3. लागत - Rs. 1,68,99,414.17, 4. बयाना राशि (EMD) - Rs. 2,34,500/-, 5. अवधि - 731 days.	[412, 2003, 589, 2070]
section-divider	[23, 1041, 1535, 1042]
table-cell: 232.76 MT	[1459, 1405, 1530, 1431]
retirement-text: जबलपुर। शिक्षा विभाग से दो साल पहले सेवानिवृत्त हुए लोक सेवक को दो साल बाद भी ग्रेच्युटी, एक वर्ष की पेंशन राशि का भुगतान नहीं किया गया है। विभाग द्वारा ग्रेच्युटी, अवकाश नगदी करण राशि भुगतान नहीं किये जाने से तनाव में सेवानिवृत्त लोक को लकवे का अटैक आ गया और अब वह पैसों के अभाव में अपना उपचार भी नहीं करवा पा रहे हैं। आर्थिक तंगी से जूझ रहे सेवानिवृत्त लोक सेवक रामकिशोर भारती की पत्नी अखिलेश भारती ने आयुक्त जबलपुर संभाग व कलेक्टर से लिखित शिकायत की है।	[419, 1500, 593, 1727]
table-cell: 30231597A	[1188, 1390, 1254, 1405]
agri-photo	[314, 566, 570, 729]
pwd-text-2: विस्तृत एन.आई.टी. एवं अन्य जानकारी उपरोक्त वेबसाइट में देखा जा सकता है। निविदा में होने वाले समस्त संशोधन का प्रकाशन केवल उपरोक्त वेबसाइट पर किया जायेगा। पृथक से समाचार पत्रों में प्रकाशन नहीं किया जायेगा।	[959, 2054, 1527, 2082]
health-side-text: हड़ताल के दिनों का वेतन काटकर दिया जा सकता है। हड़ताल के दिनों का वेतन भी चाहिए तो इसके लिए हमने विभाग के एमडी को पत्र लिखा है, जहां से जवाब आने के बाद ही इसके लिए निर्णय हो सकेगा।	[221, 1176, 407, 1256]
lakhnadon-signature: थाना प्रभारी	[892, 2076, 937, 2088]
table-cell: 11.	[1156, 1375, 1189, 1390]
table-cell: 34221139	[1188, 1500, 1254, 1527]
column-header: S.No	[1156, 1157, 1189, 1184]
brief-item	[23, 280, 297, 444]
table-cell: 474 Nos.	[1459, 1460, 1530, 1486]
lakhnadon-signature-2: थाना लखनादौन जिला सिवनी	[833, 2090, 937, 2102]
table-cell: GEAR OIL PART NO. SHELL OMALA	[1254, 1250, 1459, 1265]
col-number: 1	[992, 2004, 998, 2015]
table-cell: Procurement of Rear cover for axle box	[1254, 1445, 1459, 1460]
brief-title: कचहरी दरगाह में उर्स का आगाज	[23, 796, 234, 817]
aiims-headline: जबलपुर में एम्स खोले जाने की मांग	[23, 1719, 250, 1739]
mental-col-3	[744, 1262, 977, 1456]
quote-title: सिविल सर्जन जिला अस्पताल	[1041, 466, 1151, 479]
list-item	[213, 2030, 395, 2117]
cremation-photo	[1163, 156, 1535, 330]
obituary-text: श्री एमपी वर्मा - ज्योतिका नगर अधारताल निवासी श्री एमपी वर्मा (68) का निधन हो गया। अंतिम संस्कार करियापाथर मुक्तिधाम में किया गया।	[23, 2060, 205, 2131]
wcr-footer: वैक्सीन लगवाएं, जीवन के सफर को सुरक्षित बनायें।	[1156, 1584, 1530, 1600]
wcr-small-title: निविदा सूचना	[472, 1842, 534, 1857]
column-header: Short Description	[1254, 1157, 1459, 1184]
hospital-photo	[791, 313, 907, 400]
health-side	[221, 1139, 407, 1709]
brand-logo: पीपुल्स समाचार	[23, 27, 210, 65]
table-cell: 4.	[1156, 1250, 1189, 1265]
column-header: Tender No.	[1188, 1157, 1254, 1184]
health-text: पीसं, जबलपुर। जिले में स्वास्थ्य विभाग में पदस्थ संविदा कम्युनिटी हेल्थ ऑफिसर (सीएचओ) सहित संविदा कर्मचारी पिछले एक माह से वेतन के लिए मोहताज हैं। दरअसल ये सीएचओ इस बार का खामियाजा भुगत रहे हैं कि इन्होंने अपनी मांगों को लेकर हड़ताल कर लंबी लड़ाई शासन के साथ छेड़ी थी। हड़ताल से वापस आने के बाद ग्रामीण क्षेत्रों में संचालित स्वास्थ्य केंद्रों में पदस्थ इन सीएचओ व संविदा कर्मियों में वेतन भुगतान न होने से विभाग के प्रति जमकर आक्रोश व्याप्त है। बताया जाता है कि सीएचओ व संविदा कर्मियों ने जब इस मामले को लेकर बीएमओ से बात की तो उन्होंने सीएमएचओ के पाले में गेंद डाल दी। जब सीएमएचओ से स्वास्थ्य हेल्थ ऑफिसरों ने वेतन भुगतान न होने का कारण पूछा तो उन्होंने बताया कि	[23, 1292, 209, 1566]
col-number: 4	[1205, 2004, 1212, 2015]
pwd-col-numbers	[959, 2004, 1529, 2015]
list-item	[23, 1966, 205, 2053]
lakhnadon-ref: क्र. - थाना / लखनादौन / उद्घोषणा/979/23 दिनांक- 06/06/23	[609, 1944, 820, 1954]
wcr-tender	[1151, 1052, 1535, 1721]
cmho-photo	[221, 1420, 273, 1478]
table-row	[1156, 1405, 1530, 1431]
table-cell: Rs. 159.87 Lakh	[1245, 1929, 1299, 2003]
